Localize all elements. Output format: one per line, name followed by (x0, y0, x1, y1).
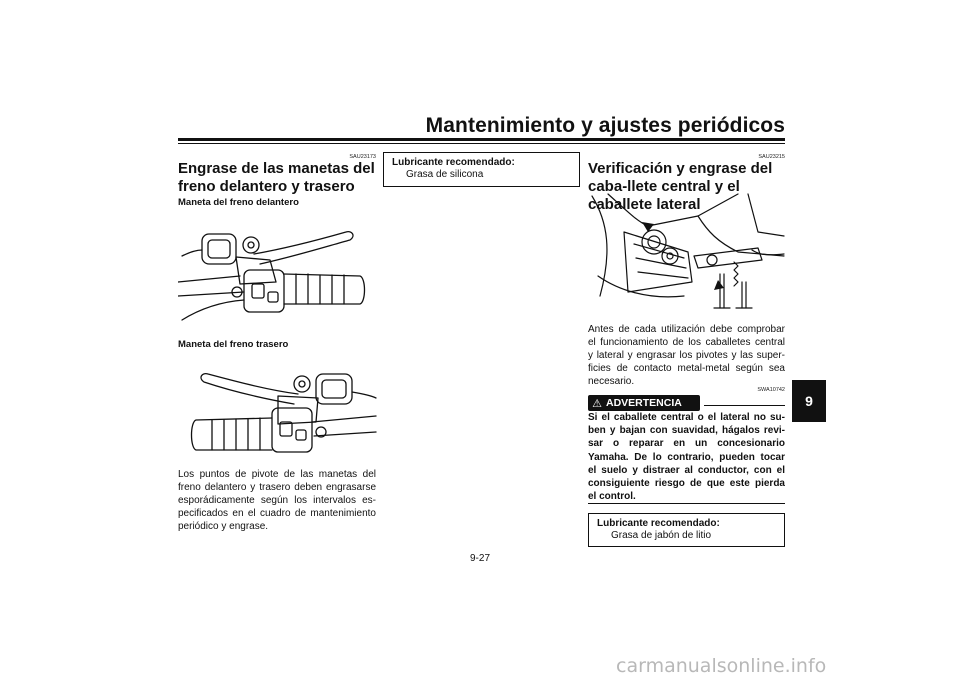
warning-line: el control. (588, 491, 636, 503)
section-code: SAU23215 (758, 154, 785, 160)
warning-line: Si el caballete central o el lateral no su- (588, 412, 785, 423)
paragraph-line: freno delantero y trasero deben engrasarse (178, 482, 376, 494)
section-heading: Verificación y engrase del caba-llete central y el caballete lateral (588, 160, 773, 213)
paragraph-line: y lateral y engrasar los pivotes y las super- (588, 350, 785, 362)
section-code: SAU23173 (349, 154, 376, 160)
warning-code: SWA10742 (757, 387, 785, 393)
warning-label: ADVERTENCIA (606, 397, 682, 409)
rear-brake-label: Maneta del freno trasero (178, 339, 289, 350)
lubricant-label: Lubricante recomendado: (392, 157, 515, 168)
warning-line: el suelo y distraer al conductor, con el (588, 464, 785, 476)
warning-rule (704, 405, 785, 406)
watermark: carmanualsonline.info (616, 655, 827, 677)
warning-badge (588, 395, 700, 411)
front-brake-lever-illustration (178, 212, 378, 332)
warning-line: ben y bajan con suavidad, hágalos revi- (588, 425, 785, 437)
paragraph-line: esporádicamente según los intervalos es- (178, 495, 376, 507)
brake-lever-paragraph (178, 468, 376, 533)
paragraph-line: el funcionamiento de los caballetes central (588, 337, 785, 349)
lubricant-box-silicone (383, 152, 580, 187)
header-rule (178, 138, 785, 141)
warning-line: consiguiente riesgo de que este pierda (588, 478, 785, 490)
warning-line: sar o reparar en un concesionario (588, 438, 785, 450)
stand-paragraph (588, 323, 785, 388)
section-heading: Engrase de las manetas del freno delantero y trasero (178, 160, 375, 195)
front-brake-label: Maneta del freno delantero (178, 197, 299, 208)
lubricant-label: Lubricante recomendado: (597, 518, 720, 529)
paragraph-line: Antes de cada utilización debe comprobar (588, 324, 785, 335)
lubricant-value: Grasa de jabón de litio (611, 530, 712, 541)
paragraph-line: periódico y engrase. (178, 521, 269, 533)
page-title: Mantenimiento y ajustes periódicos (425, 114, 785, 137)
paragraph-line: ficies de contacto metal-metal según sea (588, 363, 785, 375)
stand-illustration (588, 192, 786, 316)
paragraph-line: pecificados en el cuadro de mantenimiento (178, 508, 376, 520)
chapter-tab: 9 (792, 380, 826, 422)
lubricant-value: Grasa de silicona (406, 169, 484, 180)
header-rule-thin (178, 143, 785, 144)
warning-header (588, 395, 785, 411)
page-number: 9-27 (469, 553, 490, 564)
warning-triangle-icon: ⚠ (592, 397, 602, 410)
paragraph-line: necesario. (588, 376, 635, 388)
rear-brake-lever-illustration (178, 356, 378, 466)
warning-text (588, 411, 785, 503)
lubricant-box-lithium (588, 513, 785, 547)
warning-line: Yamaha. De lo contrario, pueden tocar (588, 451, 785, 463)
paragraph-line: Los puntos de pivote de las manetas del (178, 469, 376, 480)
warning-end-rule (588, 503, 785, 504)
